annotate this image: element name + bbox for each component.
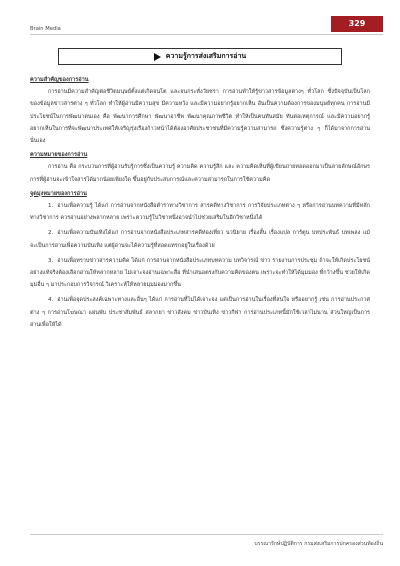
footer-text: บรรณารักษ์ปฏิบัติการ กรมส่งเสริมการปกครองส่วนท้องถิ่น — [254, 541, 383, 547]
list-item-text: อ่านเพื่อทราบข่าวสารความคิด ได้แก่ การอ่านจากหนังสือประเภทบทความ บทวิจารณ์ ข่าว รายงานการประชุม ถ้าจะให้เกิดประโยชน์อย่างแท้จริงต้องเลือกอ่านให้หลากหลาย ไม่เจาะจงอ่านเฉพาะสื่อ ที่นำเสนอตรงกับความคิดของตน เพราะจะทำให้ได้มุมมอง ที่กว้างขึ้น ช่วยให้เกิดมุมอื่น ๆ มาประกอบการวิจารณ์ วิเคราะห์ให้หลายมุมมองมากขึ้น — [30, 257, 370, 289]
list-item — [30, 227, 370, 251]
page-number: 329 — [331, 16, 383, 32]
document-body — [30, 72, 370, 331]
list-item-number: 1. — [48, 203, 54, 210]
paragraph-importance: การอ่านมีความสำคัญต่อชีวิตมนุษย์ตั้งแต่เกิดจนโต และจนกระทั่งวัยชรา การอ่านทำให้รู้ข่าวสารข้อมูลต่างๆ ทั่วโลก ซึ่งปัจจุบันเป็นโลกของข้อมูลข่าวสารต่าง ๆ ทั่วโลก ทำให้ผู้อ่านมีความสุข มีความหวัง และมีความอยากรู้อยากเห็น อันเป็นความต้องการของมนุษย์ทุกคน การอ่านมีประโยชน์ในการพัฒนาตนเอง คือ พัฒนาการศึกษา พัฒนาอาชีพ พัฒนาคุณภาพชีวิต ทำให้เป็นคนทันสมัย ทันต่อเหตุการณ์ และมีความอยากรู้อยากเห็นในการที่จะพัฒนาประเทศให้เจริญรุ่งเรืองก้าวหน้าได้ต้องอาศัยประชาชนที่มีความรู้ความสามารถ ซึ่งความรู้ต่าง ๆ ก็ได้มาจากการอ่านนั่นเอง — [30, 89, 370, 145]
list-item-number: 3. — [48, 257, 54, 264]
header-divider — [30, 34, 383, 35]
section-heading-purpose: จุดมุ่งหมายของการอ่าน — [30, 190, 87, 197]
list-item-number: 2. — [48, 230, 54, 237]
list-item-text: อ่านเพื่อความบันเทิงได้แก่ การอ่านจากหนังสือประเภทสารคดีท่องเที่ยว นวนิยาย เรื่องสั้น เรื่องแปล การ์ตูน บทประพันธ์ บทเพลง แม้จะเป็นการอ่านเพื่อความบันเทิง แต่ผู้อ่านจะได้ความรู้ที่สอดแทรกอยู่ในเรื่องด้วย — [30, 230, 370, 249]
header-publisher: Brain Media — [30, 26, 61, 32]
list-item-text: อ่านเพื่อจุดประสงค์เฉพาะทางและอื่นๆ ได้แก่ การอ่านที่ไม่ได้เจาะจง แต่เป็นการอ่านในเรื่องที่สนใจ หรืออยากรู้ เช่น การอ่านประกาศต่าง ๆ การอ่านโฆษณา แผ่นพับ ประชาสัมพันธ์ สลากยา ข่าวสังคม ข่าวบันเทิง ข่าวกีฬา การอ่านประเภทนี้มักใช้เวลาไม่นาน ส่วนใหญ่เป็นการอ่านเพื่อให้ได้ — [30, 297, 370, 328]
list-item — [30, 294, 370, 331]
list-item-number: 4. — [48, 297, 54, 304]
section-heading-meaning: ความหมายของการอ่าน — [30, 152, 88, 159]
page-title: ความรู้การส่งเสริมการอ่าน — [165, 52, 247, 60]
list-item — [30, 200, 370, 224]
arrow-right-icon — [154, 53, 161, 61]
list-item — [30, 255, 370, 292]
list-item-text: อ่านเพื่อความรู้ ได้แก่ การอ่านจากหนังสือตำราทางวิชาการ สารคดีทางวิชาการ การวิจัยประเภทต่าง ๆ หรือการอ่านบทความที่มีหลักทางวิชาการ ควรอ่านอย่างพลากหลาย เพราะความรู้ในวิชาหนึ่งอาจนำไปช่วยเสริมในอีกวิชาหนึ่งได้ — [30, 203, 370, 222]
title-box — [58, 48, 342, 65]
paragraph-meaning: การอ่าน คือ กระบวนการที่ผู้อ่านรับรู้การซึ่งเป็นความรู้ ความคิด ความรู้สึก และ ความคิดเห็นที่ผู้เขียนถ่ายทอดออกมาเป็นลายลักษณ์อักษร การที่ผู้อ่านจะเข้าใจสารได้มากน้อยเพียงใด ขึ้นอยู่กับประสบการณ์และความสามารถในการใช้ความคิด — [30, 164, 370, 183]
section-heading-importance: ความสำคัญของการอ่าน — [30, 77, 89, 83]
footer-divider — [30, 534, 383, 535]
